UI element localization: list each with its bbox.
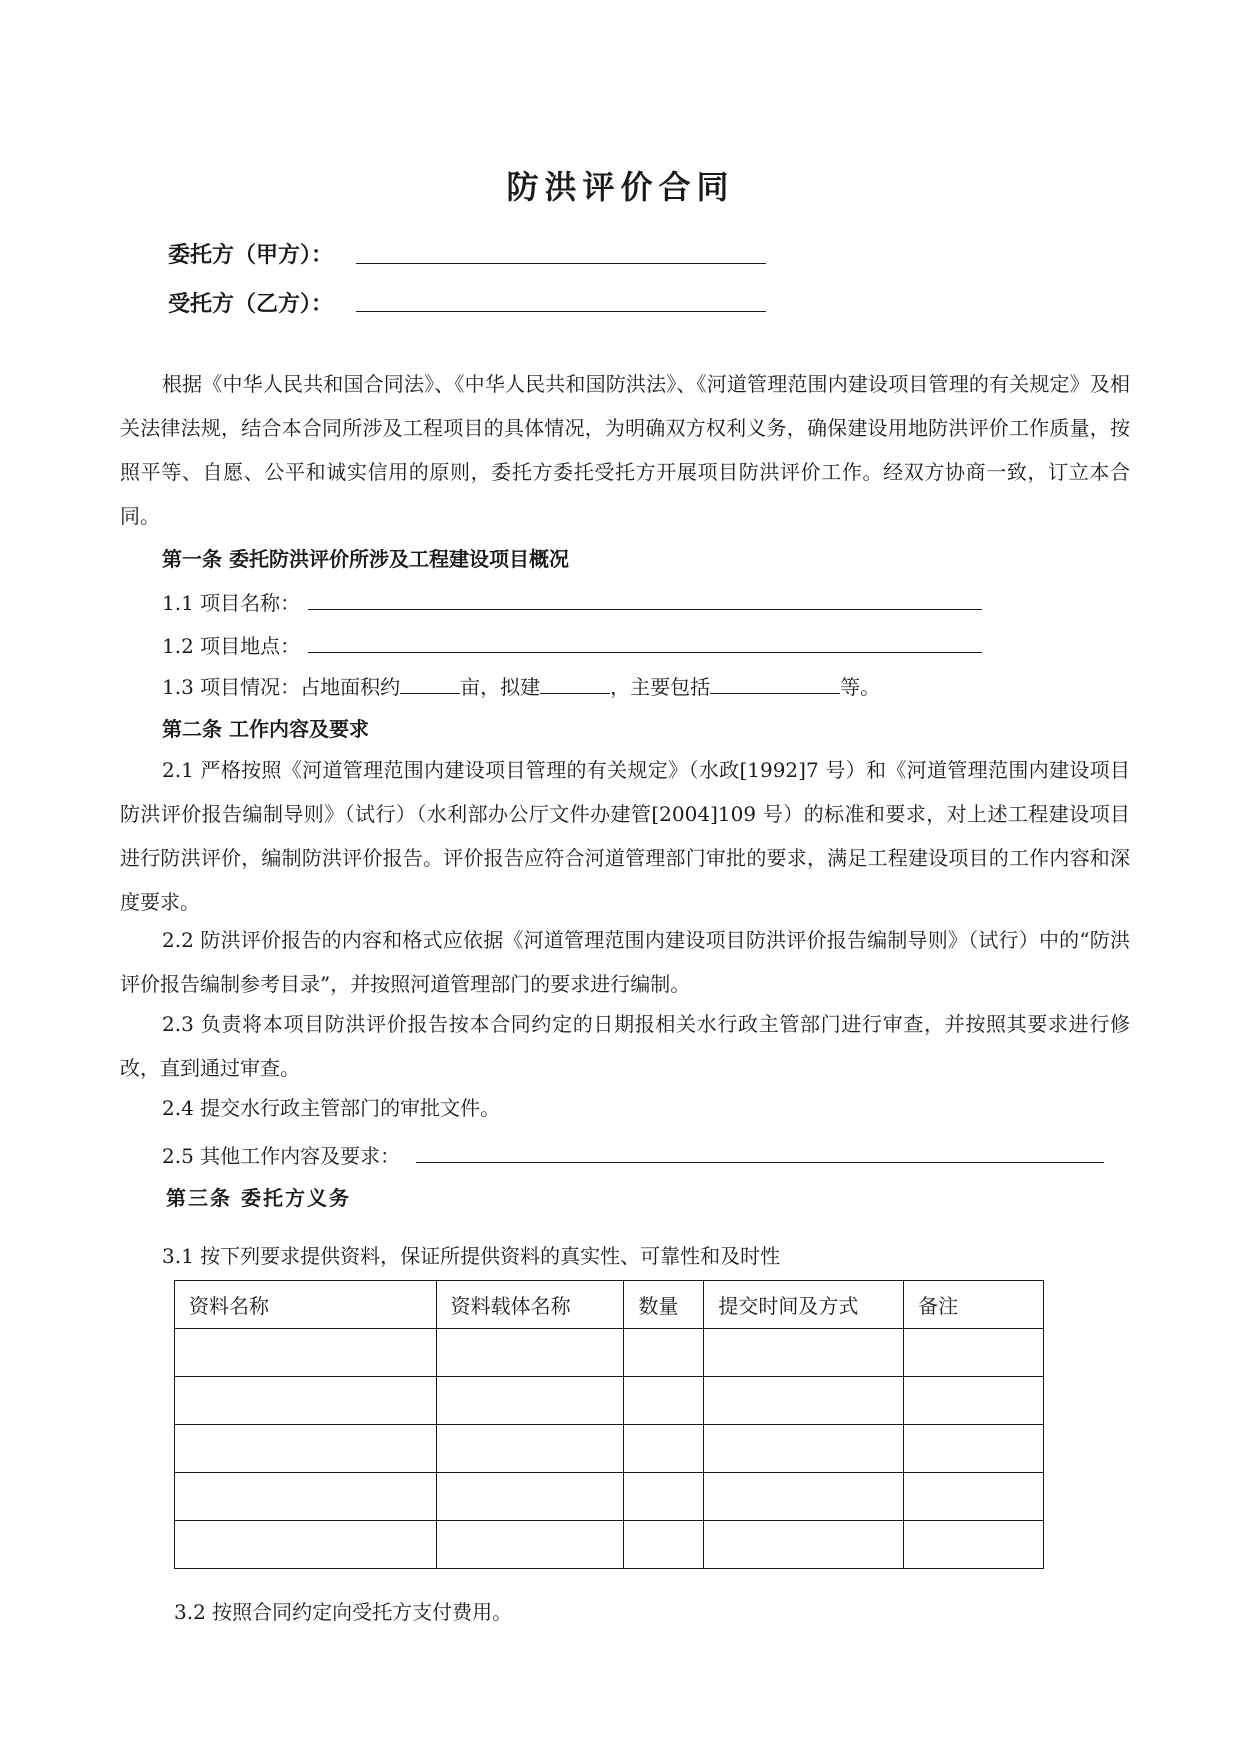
party-a-label: 委托方（甲方）：: [168, 242, 334, 268]
table-row: [175, 1473, 1044, 1521]
table-cell[interactable]: [704, 1521, 904, 1569]
document-title: 防洪评价合同: [506, 168, 735, 206]
table-cell[interactable]: [704, 1377, 904, 1425]
table-cell[interactable]: [704, 1473, 904, 1521]
table-cell[interactable]: [436, 1521, 624, 1569]
materials-table: [174, 1280, 1044, 1569]
table-header-carrier-name: 资料载体名称: [436, 1281, 624, 1329]
table-row: [175, 1329, 1044, 1377]
table-header-material-name: 资料名称: [175, 1281, 437, 1329]
table-cell[interactable]: [624, 1377, 704, 1425]
project-name-blank-line[interactable]: [308, 609, 982, 610]
project-situation-line: [162, 671, 880, 700]
table-cell[interactable]: [175, 1473, 437, 1521]
party-b-label: 受托方（乙方）：: [168, 291, 334, 317]
project-location-label: 1.2 项目地点：: [162, 634, 301, 658]
table-cell[interactable]: [624, 1425, 704, 1473]
other-requirements-blank-line[interactable]: [416, 1162, 1104, 1163]
planned-build-blank[interactable]: [540, 671, 610, 694]
project-name-label: 1.1 项目名称：: [162, 591, 301, 615]
table-cell[interactable]: [436, 1329, 624, 1377]
project-situation-part3: ，主要包括: [610, 675, 711, 699]
article2-heading: 第二条 工作内容及要求: [162, 717, 369, 741]
table-cell[interactable]: [624, 1473, 704, 1521]
article1-heading: 第一条 委托防洪评价所涉及工程建设项目概况: [162, 547, 569, 571]
table-cell[interactable]: [624, 1521, 704, 1569]
project-situation-suffix: 等。: [840, 675, 881, 699]
table-cell[interactable]: [175, 1425, 437, 1473]
table-header-submit-time: 提交时间及方式: [704, 1281, 904, 1329]
area-blank[interactable]: [400, 671, 460, 694]
article3-item1: 3.1 按下列要求提供资料，保证所提供资料的真实性、可靠性和及时性: [162, 1244, 781, 1268]
table-cell[interactable]: [436, 1473, 624, 1521]
table-cell[interactable]: [904, 1425, 1044, 1473]
party-b-blank-line[interactable]: [356, 311, 766, 312]
table-cell[interactable]: [175, 1329, 437, 1377]
main-contents-blank[interactable]: [710, 671, 840, 694]
table-cell[interactable]: [904, 1329, 1044, 1377]
table-row: [175, 1521, 1044, 1569]
article3-item2: 3.2 按照合同约定向受托方支付费用。: [174, 1600, 513, 1624]
article2-item3: 2.3 负责将本项目防洪评价报告按本合同约定的日期报相关水行政主管部门进行审查，并按照其要求进行修改，直到通过审查。: [120, 1012, 1130, 1080]
table-cell[interactable]: [175, 1521, 437, 1569]
article2-item1: 2.1 严格按照《河道管理范围内建设项目管理的有关规定》（水政[1992]7 号）和《河道管理范围内建设项目防洪评价报告编制导则》（试行）（水利部办公厅文件办建管[2004]109 号）的标准和要求，对上述工程建设项目进行防洪评价，编制防洪评价报告。评价报告应符合河道管理部门审批的要求，满足工程建设项目的工作内容和深度要求。: [120, 758, 1130, 914]
project-situation-part2: 亩，拟建: [460, 675, 541, 699]
party-a-blank-line[interactable]: [356, 263, 766, 264]
article2-item2: 2.2 防洪评价报告的内容和格式应依据《河道管理范围内建设项目防洪评价报告编制导则》（试行）中的“防洪评价报告编制参考目录”，并按照河道管理部门的要求进行编制。: [120, 928, 1130, 996]
table-cell[interactable]: [624, 1329, 704, 1377]
table-cell[interactable]: [904, 1521, 1044, 1569]
table-row: [175, 1425, 1044, 1473]
project-location-blank-line[interactable]: [308, 652, 982, 653]
article2-item4: 2.4 提交水行政主管部门的审批文件。: [162, 1096, 501, 1120]
table-row: [175, 1377, 1044, 1425]
table-cell[interactable]: [175, 1377, 437, 1425]
article3-heading: 第三条 委托方义务: [166, 1186, 351, 1210]
project-situation-prefix: 1.3 项目情况：占地面积约: [162, 675, 401, 699]
preamble-paragraph: 根据《中华人民共和国合同法》、《中华人民共和国防洪法》、《河道管理范围内建设项目管理的有关规定》及相关法律法规，结合本合同所涉及工程项目的具体情况，为明确双方权利义务，确保建设用地防洪评价工作质量，按照平等、自愿、公平和诚实信用的原则，委托方委托受托方开展项目防洪评价工作。经双方协商一致，订立本合同。: [120, 372, 1130, 528]
table-cell[interactable]: [904, 1473, 1044, 1521]
table-header-row: [175, 1281, 1044, 1329]
other-requirements-label: 2.5 其他工作内容及要求：: [162, 1144, 401, 1168]
table-cell[interactable]: [436, 1377, 624, 1425]
table-cell[interactable]: [704, 1329, 904, 1377]
table-header-remarks: 备注: [904, 1281, 1044, 1329]
table-header-quantity: 数量: [624, 1281, 704, 1329]
table-cell[interactable]: [436, 1425, 624, 1473]
table-cell[interactable]: [904, 1377, 1044, 1425]
table-cell[interactable]: [704, 1425, 904, 1473]
